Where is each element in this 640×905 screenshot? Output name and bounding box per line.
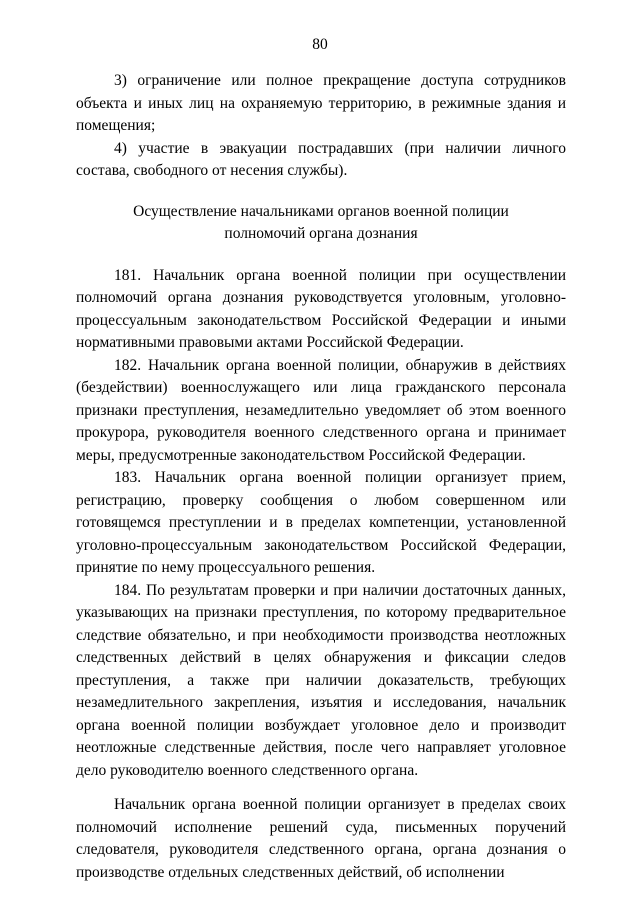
paragraph-181: 181. Начальник органа военной полиции при осуществлении полномочий органа дознания руководствуется уголовным, уголовно-процессуальным законодательством Российской Федерации и иными нормативными правовыми актами Российской Федерации. bbox=[76, 266, 566, 351]
list-item-4: 4) участие в эвакуации пострадавших (при наличии личного состава, свободного от несения службы). bbox=[76, 139, 566, 179]
paragraph-continuation: Начальник органа военной полиции организует в пределах своих полномочий исполнение решений суда, письменных поручений следователя, руководителя следственного органа, органа дознания о производстве отдельных следственных действий, об исполнении bbox=[76, 796, 566, 881]
paragraph-gap bbox=[76, 782, 566, 794]
page-number: 80 bbox=[312, 36, 328, 53]
document-body bbox=[76, 70, 566, 884]
paragraph-184: 184. По результатам проверки и при наличии достаточных данных, указывающих на признаки преступления, по которому предварительное следствие обязательно, и при необходимости производства неотложных следственных действий в целях обнаружения и фиксации следов преступления, а также при наличии доказательств, требующих незамедлительного закрепления, изъятия и исследования, начальник органа военной полиции возбуждает уголовное дело и производит неотложные следственные действия, после чего направляет уголовное дело руководителю военного следственного органа. bbox=[76, 581, 566, 779]
paragraph-182: 182. Начальник органа военной полиции, обнаружив в действиях (бездействии) военнослужащего или лица гражданского персонала признаки преступления, незамедлительно уведомляет об этом военного прокурора, руководителя военного следственного органа и принимает меры, предусмотренные законодательством Российской Федерации. bbox=[76, 356, 566, 464]
list-item-3: 3) ограничение или полное прекращение доступа сотрудников объекта и иных лиц на охраняемую территорию, в режимные здания и помещения; bbox=[76, 72, 566, 134]
paragraph-183: 183. Начальник органа военной полиции организует прием, регистрацию, проверку сообщения о любом совершенном или готовящемся преступлении и в пределах компетенции, установленной уголовно-процессуальным законодательством Российской Федерации, принятие по нему процессуального решения. bbox=[76, 469, 566, 576]
section-heading-line-2: полномочий органа дознания bbox=[224, 225, 418, 242]
section-heading-line-1: Осуществление начальниками органов военной полиции bbox=[133, 202, 509, 220]
section-heading bbox=[76, 201, 566, 246]
